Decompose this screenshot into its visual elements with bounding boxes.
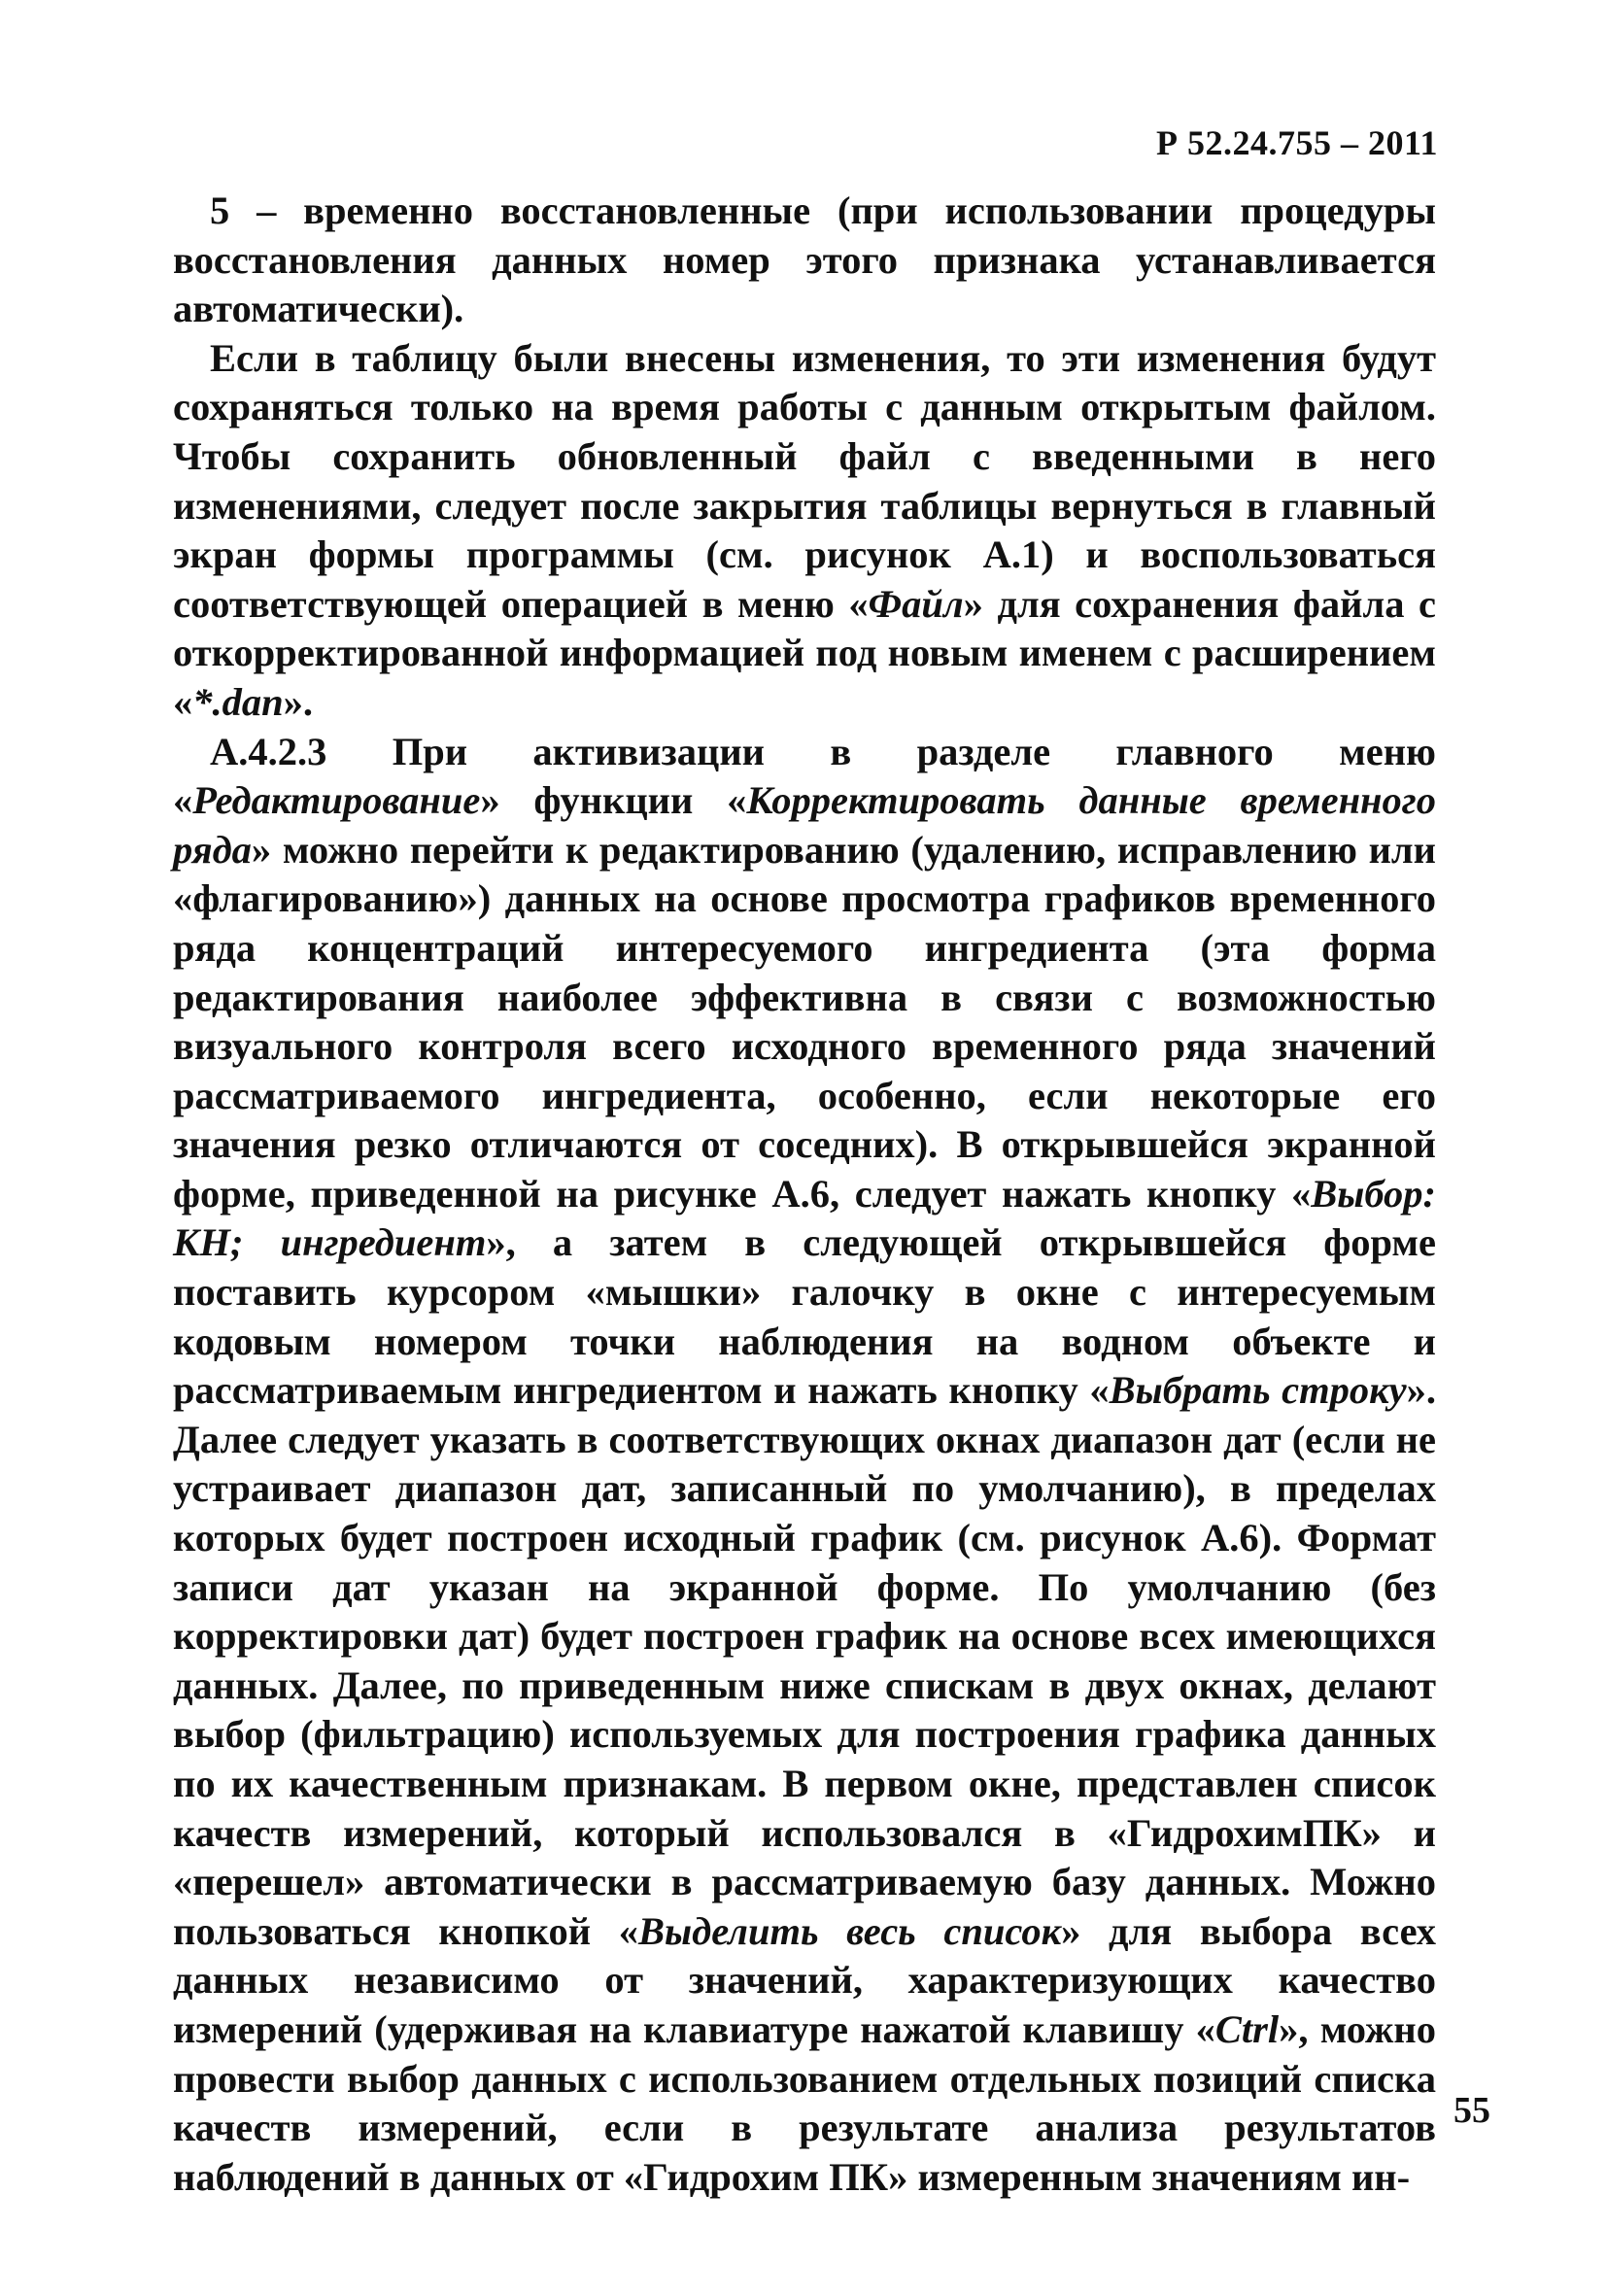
italic-term: Выбор: КН; ингредиент [173,1171,1436,1265]
text-run: Если в таблицу были внесены изменения, то эти изменения будут сохраняться только на время работы с данным открытым файлом. Чтобы сохранить обновленный файл с введенными в него изменениями, следует после закрытия таблицы вернуться в главный экран формы программы (см. рисунок А.1) и воспользоваться соответствующей операцией в меню « [173,335,1436,626]
text-run: » для выбора всех данных независимо от значений, характеризующих качество измерений (удерживая на клавиатуре нажатой клавишу « [173,1908,1436,2051]
text-run: », можно провести выбор данных с использованием отдельных позиций списка качеств измерений, если в результате анализа результатов наблюдений в данных от «Гидрохим ПК» измеренным значениям ин- [173,2006,1436,2199]
text-run: » можно перейти к редактированию (удалению, исправлению или «флагированию») данных на основе просмотра графиков временного ряда концентраций интересуемого ингредиента (эта форма редактирования наиболее эффективна в связи с возможностью визуального контроля всего исходного временного ряда значений рассматриваемого ингредиента, особенно, если некоторые его значения резко отличаются от соседних). В открывшейся экранной форме, приведенной на рисунке А.6, следует нажать кнопку « [173,827,1436,1216]
body-text [173,187,1436,2202]
italic-term: Выбрать строку [1109,1368,1407,1413]
italic-term: *.dan [192,679,284,724]
text-run: », а затем в следующей открывшейся форме поставить курсором «мышки» галочку в окне с интересуемым кодовым номером точки наблюдения на водном объекте и рассматриваемым ингредиентом и нажать кнопку « [173,1220,1436,1413]
text-run: 5 – временно восстановленные (при использовании процедуры восстановления данных номер этого признака устанавливается автоматически). [173,188,1436,331]
italic-term: Ctrl [1214,2006,1280,2051]
paragraph-3 [173,728,1436,2203]
page-number: 55 [1453,2090,1490,2131]
text-run: » для сохранения файла с откорректированной информацией под новым именем с расширением « [173,581,1436,724]
document-code-header: Р 52.24.755 – 2011 [1155,123,1438,162]
italic-term: Корректировать данные временного ряда [173,778,1436,872]
text-run: ». Далее следует указать в соответствующих окнах диапазон дат (если не устраивает диапазон дат, записанный по умолчанию), в пределах которых будет построен исходный график (см. рисунок А.6). Формат записи дат указан на экранной форме. По умолчанию (без корректировки дат) будет построен график на основе всех имеющихся данных. Далее, по приведенным ниже спискам в двух окнах, делают выбор (фильтрацию) используемых для построения графика данных по их качественным признакам. В первом окне, представлен список качеств измерений, который использовался в «ГидрохимПК» и «перешел» автоматически в рассматриваемую базу данных. Можно пользоваться кнопкой « [173,1368,1436,1953]
paragraph-1 [173,187,1436,334]
italic-term: Файл [868,581,964,626]
italic-term: Выделить весь список [637,1908,1062,1953]
text-run: ». [283,679,314,724]
paragraph-2 [173,334,1436,728]
text-run: » функции « [480,778,747,823]
italic-term: Редактирование [192,778,481,823]
text-run: А.4.2.3 При активизации в разделе главного меню « [173,729,1436,823]
